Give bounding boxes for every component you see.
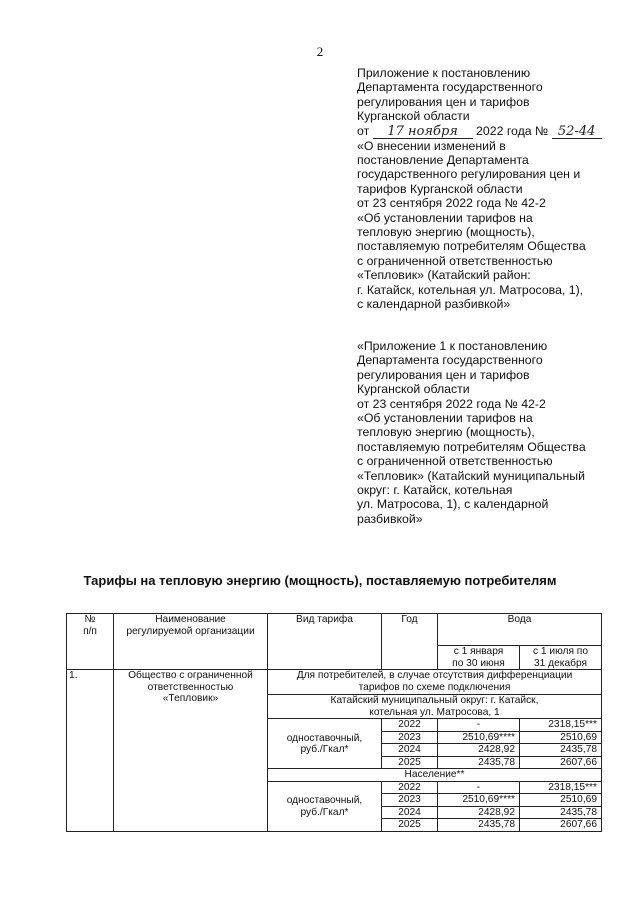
handwritten-number: 52-44: [552, 126, 602, 139]
header-line: тепловую энергию (мощность),: [357, 225, 535, 240]
tariff-period-1: 2435,78: [438, 819, 520, 832]
tariff-year: 2025: [382, 819, 438, 832]
tariff-period-2: 2510,69: [520, 794, 602, 807]
tariff-period-1: -: [438, 781, 520, 794]
header-line: тарифов Курганской области: [357, 181, 523, 196]
tariff-period-2: 2318,15***: [520, 719, 602, 732]
tariff-year: 2023: [382, 794, 438, 807]
appendix-1-line: «Тепловик» (Катайский муниципальный: [357, 468, 585, 483]
appendix-date-line: [357, 124, 627, 139]
appendix-1-line: округ: г. Катайск, котельная: [357, 483, 513, 498]
tariff-period-1: 2428,92: [438, 744, 520, 757]
tariff-year: 2023: [382, 731, 438, 744]
organization-name: Общество с ограниченной ответственностью «Тепловик»: [114, 670, 268, 832]
appendix-header: [357, 66, 627, 312]
appendix-1-line: тепловую энергию (мощность),: [357, 425, 535, 440]
population-label: Население**: [268, 769, 602, 782]
tariff-year: 2025: [382, 756, 438, 769]
tariff-period-2: 2318,15***: [520, 781, 602, 794]
date-suffix: 2022 года №: [476, 123, 549, 138]
tariff-period-1: 2435,78: [438, 756, 520, 769]
tariff-year: 2024: [382, 744, 438, 757]
header-tariff-type: Вид тарифа: [268, 614, 382, 670]
appendix-1-header: [357, 339, 627, 526]
table-title: Тарифы на тепловую энергию (мощность), поставляемую потребителям: [83, 573, 557, 588]
appendix-1-line: Курганской области: [357, 382, 470, 397]
header-year: Год: [382, 614, 438, 670]
tariff-table: [66, 613, 602, 832]
appendix-header-lines-before: [357, 66, 627, 124]
header-water: Вода: [438, 614, 602, 646]
tariff-period-1: -: [438, 719, 520, 732]
tariff-period-1: 2428,92: [438, 806, 520, 819]
tariff-period-2: 2510,69: [520, 731, 602, 744]
appendix-1-line: «Приложение 1 к постановлению: [357, 339, 548, 353]
header-line: с календарной разбивкой»: [357, 297, 511, 312]
appendix-1-line: разбивкой»: [357, 511, 423, 526]
header-line: «Тепловик» (Катайский район:: [357, 268, 531, 283]
appendix-1-line: ул. Матросова, 1), с календарной: [357, 497, 549, 512]
tariff-period-2: 2607,66: [520, 756, 602, 769]
header-line: государственного регулирования цен и: [357, 167, 581, 182]
header-line: Курганской области: [357, 109, 470, 124]
row-number: 1.: [67, 670, 114, 832]
header-line: Приложение к постановлению: [357, 66, 531, 80]
appendix-1-line: с ограниченной ответственностью: [357, 454, 553, 469]
header-period-1: с 1 января по 30 июня: [438, 646, 520, 670]
appendix-header-lines-after: [357, 139, 627, 312]
page-number: 2: [316, 44, 324, 59]
header-line: «Об установлении тарифов на: [357, 210, 533, 225]
header-line: постановление Департамента: [357, 153, 529, 168]
tariff-period-2: 2435,78: [520, 806, 602, 819]
appendix-1-line: регулирования цен и тарифов: [357, 367, 530, 382]
header-line: поставляемую потребителям Общества: [357, 239, 586, 254]
tariff-year: 2022: [382, 781, 438, 794]
tariff-type: одноставочный, руб./Гкал*: [268, 781, 382, 831]
tariff-year: 2022: [382, 719, 438, 732]
header-line: Департамента государственного: [357, 80, 543, 95]
header-period-2: с 1 июля по 31 декабря: [520, 646, 602, 670]
district-name: Катайский муниципальный округ: г. Катайск, котельная ул. Матросова, 1: [268, 695, 602, 719]
tariff-year: 2024: [382, 806, 438, 819]
header-line: регулирования цен и тарифов: [357, 94, 530, 109]
header-line: от 23 сентября 2022 года № 42-2: [357, 196, 546, 211]
appendix-1-line: от 23 сентября 2022 года № 42-2: [357, 396, 546, 411]
appendix-1-line: поставляемую потребителям Общества: [357, 439, 586, 454]
header-line: г. Катайск, котельная ул. Матросова, 1),: [357, 282, 584, 297]
tariff-period-2: 2435,78: [520, 744, 602, 757]
header-line: «О внесении изменений в: [357, 138, 506, 153]
header-organization: Наименование регулируемой организации: [114, 614, 268, 670]
handwritten-date: 17 ноября: [373, 126, 473, 139]
tariff-period-1: 2510,69****: [438, 794, 520, 807]
tariff-type: одноставочный, руб./Гкал*: [268, 719, 382, 769]
tariff-period-1: 2510,69****: [438, 731, 520, 744]
date-prefix: от: [357, 123, 370, 138]
header-line: с ограниченной ответственностью: [357, 253, 553, 268]
appendix-1-line: Департамента государственного: [357, 353, 543, 368]
consumers-note: Для потребителей, в случае отсутствия дифференциации тарифов по схеме подключения: [268, 670, 602, 695]
appendix-1-line: «Об установлении тарифов на: [357, 411, 533, 426]
header-num: № п/п: [67, 614, 114, 670]
tariff-period-2: 2607,66: [520, 819, 602, 832]
